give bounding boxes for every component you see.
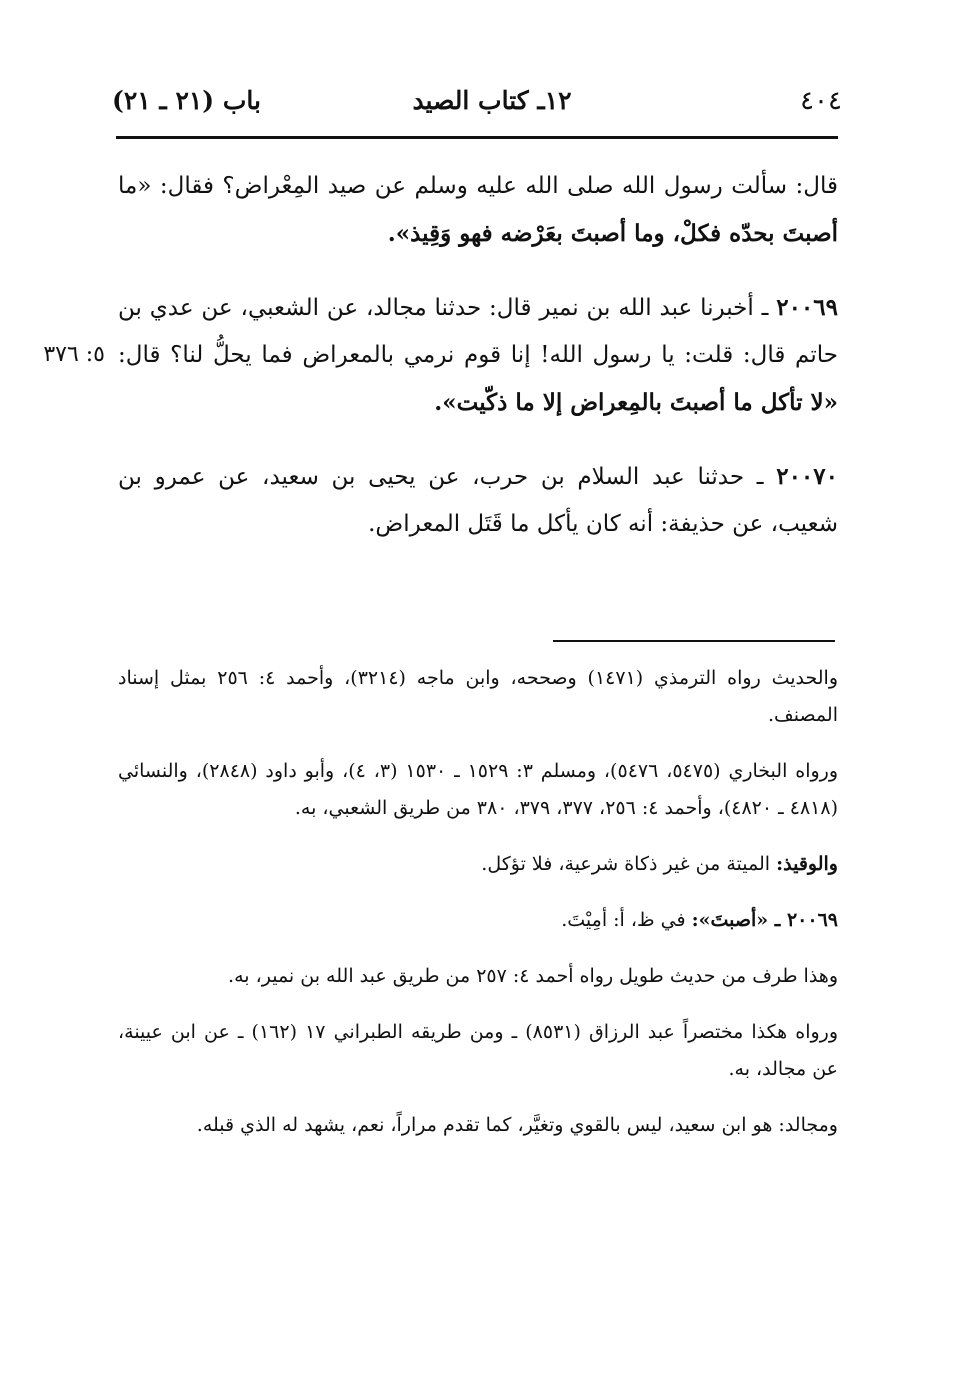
page-number: ٤٠٤ [800, 86, 842, 116]
footnote-3-term: والوقيذ: [776, 853, 838, 875]
hadith-chain: ـ أخبرنا عبد الله بن نمير قال: حدثنا مجالد، عن الشعبي، [240, 295, 769, 321]
footnote-4-text: في ظ، أ: أمِيْتَ. [561, 909, 686, 931]
footnote-3 [118, 846, 838, 883]
margin-reference: ٥: ٣٧٦ [43, 342, 105, 367]
hadith-20070 [118, 453, 838, 548]
footnote-rule [553, 640, 835, 642]
hadith-question: يحلُّ لنا؟ قال: [118, 342, 252, 368]
header-rule [116, 136, 838, 139]
main-text [118, 163, 838, 574]
footnote-4 [118, 902, 838, 939]
footnote-4-term: ٢٠٠٦٩ ـ «أصبتَ»: [691, 909, 838, 931]
footnote-3-text: الميتة من غير ذكاة شرعية، فلا تؤكل. [481, 853, 771, 875]
footnotes [118, 660, 838, 1163]
footnote-2: ورواه البخاري (٥٤٧٥، ٥٤٧٦)، ومسلم ٣: ١٥٢٩ ـ ١٥٣٠ (٣، ٤)، وأبو داود (٢٨٤٨)، والنسائي (٤٨١٨ ـ ٤٨٢٠)، وأحمد ٤: ٢٥٦، ٣٧٧، ٣٧٩، ٣٨٠ من طريق الشعبي، به. [118, 760, 838, 819]
paragraph-1-text: قال: سألت رسول الله صلى الله عليه وسلم عن صيد المِعْراض؟ فقال: «ما [118, 173, 838, 199]
book-title: ١٢ـ كتاب الصيد [412, 86, 572, 115]
hadith-number: ٢٠٠٧٠ [776, 463, 838, 490]
chapter-title: باب (٢١ ـ ٢١) [112, 86, 261, 115]
hadith-text: عن عدي بن حاتم قال: قلت: يا رسول الله! إنا قوم نرمي بالمعراض فما [118, 295, 838, 368]
footnote-7: ومجالد: هو ابن سعيد، ليس بالقوي وتغيَّر، كما تقدم مراراً، نعم، يشهد له الذي قبله. [196, 1114, 838, 1136]
footnote-5: وهذا طرف من حديث طويل رواه أحمد ٤: ٢٥٧ من طريق عبد الله بن نمير، به. [228, 965, 838, 987]
hadith-text: ـ حدثنا عبد السلام بن حرب، عن يحيى بن سعيد، عن عمرو بن شعيب، عن حذيفة: أنه كان يأكل ما قَتَل المعراض. [118, 464, 838, 537]
hadith-answer: «لا تأكل ما أصبتَ بالمِعراض إلا ما ذكّيت». [434, 389, 838, 416]
paragraph-1 [118, 163, 838, 258]
hadith-number: ٢٠٠٦٩ [776, 294, 838, 321]
page-header [112, 86, 842, 126]
footnote-6: ورواه هكذا مختصراً عبد الرزاق (٨٥٣١) ـ ومن طريقه الطبراني ١٧ (١٦٢) ـ عن ابن عيينة، عن مجالد، به. [118, 1021, 838, 1080]
footnote-1: والحديث رواه الترمذي (١٤٧١) وصححه، وابن ماجه (٣٢١٤)، وأحمد ٤: ٢٥٦ بمثل إسناد المصنف. [118, 667, 839, 726]
paragraph-1-hadith: أصبتَ بحدّه فكلْ، وما أصبتَ بعَرْضه فهو وَقِيذ». [387, 220, 838, 247]
hadith-20069 [118, 284, 838, 427]
